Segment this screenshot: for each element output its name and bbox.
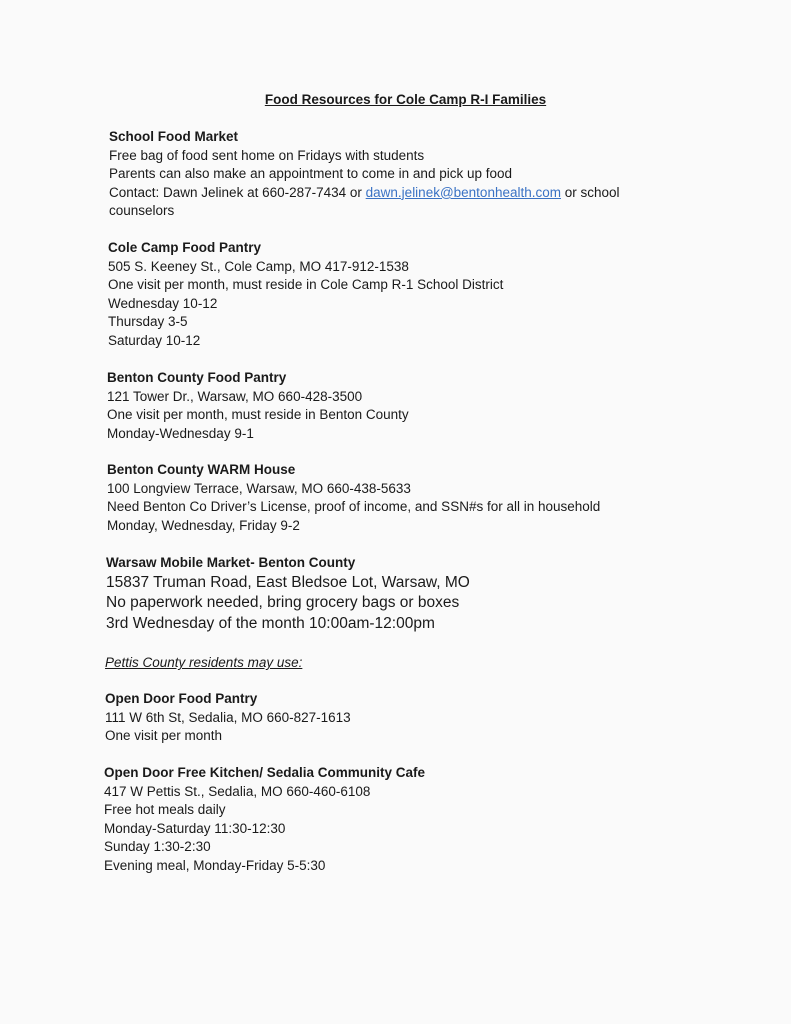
pettis-county-note: Pettis County residents may use: <box>105 655 303 670</box>
section-heading: Warsaw Mobile Market- Benton County <box>106 555 356 570</box>
section-benton-county-food-pantry <box>107 369 409 443</box>
text-line: Monday, Wednesday, Friday 9-2 <box>107 517 300 533</box>
text-line: 100 Longview Terrace, Warsaw, MO 660-438-5633 <box>107 480 411 496</box>
text-line: 417 W Pettis St., Sedalia, MO 660-460-6108 <box>104 783 371 799</box>
contact-prefix: Contact: Dawn Jelinek at 660-287-7434 or <box>109 184 366 200</box>
text-line: One visit per month, must reside in Cole Camp R-1 School District <box>108 277 504 293</box>
section-benton-county-warm-house <box>107 461 600 535</box>
section-cole-camp-food-pantry <box>108 239 503 351</box>
text-line: 3rd Wednesday of the month 10:00am-12:00pm <box>106 614 435 632</box>
text-line: Monday-Saturday 11:30-12:30 <box>104 820 286 836</box>
text-line: Thursday 3-5 <box>108 314 188 330</box>
text-line: Sunday 1:30-2:30 <box>104 839 211 855</box>
text-line: counselors <box>109 203 175 219</box>
email-link[interactable]: dawn.jelinek@bentonhealth.com <box>365 184 561 200</box>
text-line: One visit per month, must reside in Benton County <box>107 407 409 423</box>
text-line: Saturday 10-12 <box>108 332 201 348</box>
text-line: Free bag of food sent home on Fridays with students <box>109 147 425 163</box>
section-heading: Open Door Food Pantry <box>105 691 258 706</box>
section-open-door-free-kitchen <box>104 764 425 876</box>
section-warsaw-mobile-market <box>106 554 470 634</box>
section-heading: School Food Market <box>109 129 239 144</box>
text-line: One visit per month <box>105 728 223 744</box>
text-line: Need Benton Co Driver’s License, proof of income, and SSN#s for all in household <box>107 499 601 515</box>
text-line: 111 W 6th St, Sedalia, MO 660-827-1613 <box>105 709 351 725</box>
text-line: Free hot meals daily <box>104 802 226 818</box>
section-school-food-market <box>109 128 620 221</box>
section-heading: Open Door Free Kitchen/ Sedalia Community Cafe <box>104 765 426 780</box>
contact-line <box>109 184 620 203</box>
page-title: Food Resources for Cole Camp R-I Families <box>264 92 547 107</box>
text-line: Monday-Wednesday 9-1 <box>107 425 254 441</box>
text-line: 15837 Truman Road, East Bledsoe Lot, Warsaw, MO <box>106 573 470 591</box>
text-line: Evening meal, Monday-Friday 5-5:30 <box>104 857 326 873</box>
text-line: Parents can also make an appointment to come in and pick up food <box>109 166 512 182</box>
text-line: 121 Tower Dr., Warsaw, MO 660-428-3500 <box>107 388 363 404</box>
section-heading: Benton County WARM House <box>107 462 296 477</box>
text-line: Wednesday 10-12 <box>108 295 218 311</box>
section-heading: Benton County Food Pantry <box>107 370 287 385</box>
text-line: 505 S. Keeney St., Cole Camp, MO 417-912-1538 <box>108 258 409 274</box>
contact-suffix: or school <box>560 184 620 200</box>
section-heading: Cole Camp Food Pantry <box>108 240 262 255</box>
text-line: No paperwork needed, bring grocery bags or boxes <box>106 594 460 612</box>
section-open-door-food-pantry <box>105 690 351 746</box>
